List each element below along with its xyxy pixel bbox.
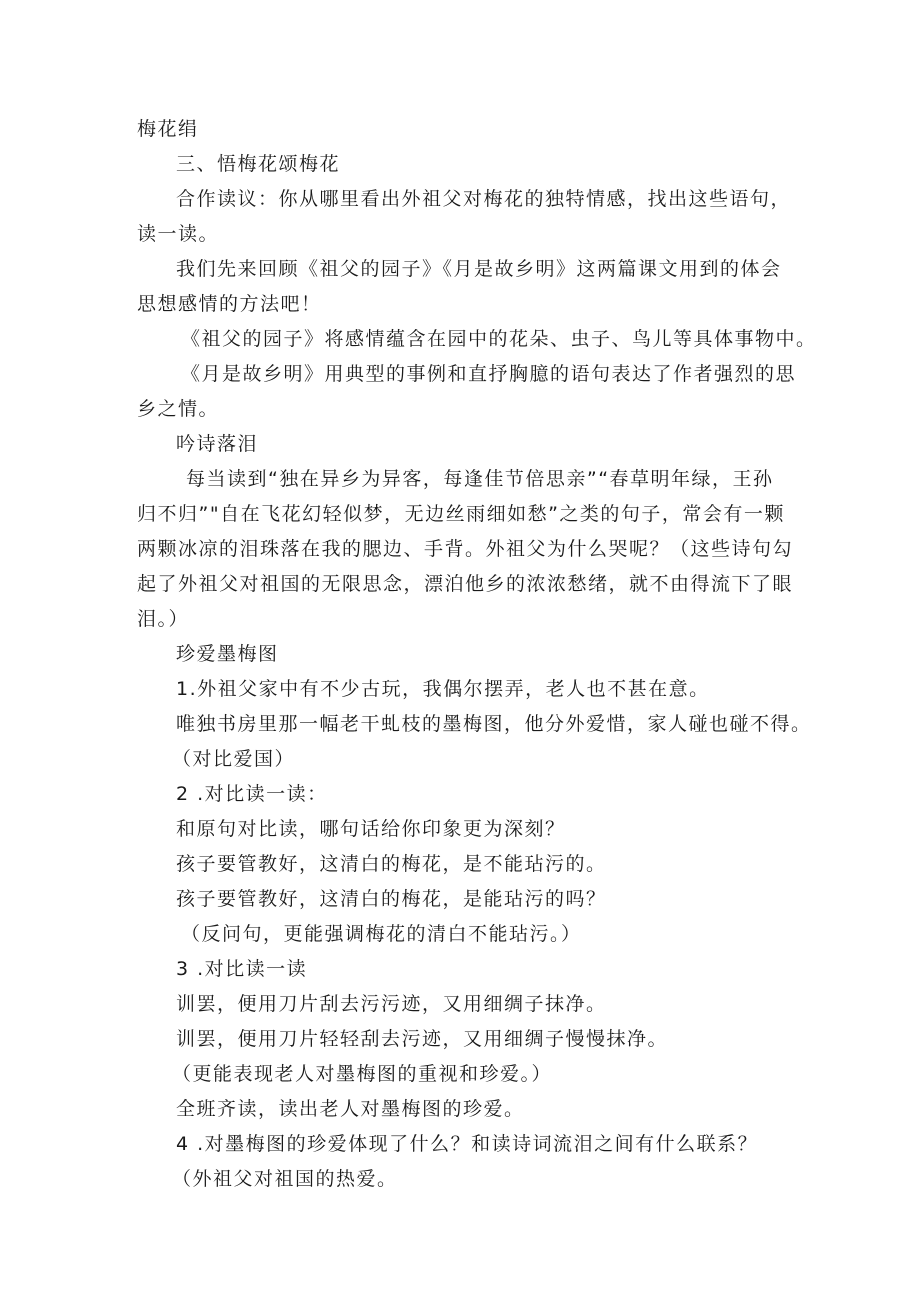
text-line: 合作读议：你从哪里看出外祖父对梅花的独特情感，找出这些语句， xyxy=(176,188,792,210)
subsection-heading: 珍爱墨梅图 xyxy=(176,643,279,665)
subsection-heading: 吟诗落泪 xyxy=(176,433,259,455)
text-line: 全班齐读，读出老人对墨梅图的珍爱。 xyxy=(176,1098,525,1120)
text-line: 读一读。 xyxy=(137,223,220,245)
text-line: 和原句对比读，哪句话给你印象更为深刻？ xyxy=(176,818,566,840)
section-heading: 三、悟梅花颂梅花 xyxy=(176,153,341,175)
text-line: （外祖父对祖国的热爱。 xyxy=(172,1168,398,1190)
text-line: 《祖父的园子》将感情蕴含在园中的花朵、虫子、鸟儿等具体事物中。 xyxy=(181,328,817,350)
text-line: 起了外祖父对祖国的无限思念，漂泊他乡的浓浓愁绪，就不由得流下了眼 xyxy=(137,573,794,595)
text-line: 乡之情。 xyxy=(137,398,220,420)
text-line: （反问句，更能强调梅花的清白不能玷污。） xyxy=(181,923,582,945)
text-line: （更能表现老人对墨梅图的重视和珍爱。） xyxy=(172,1063,553,1085)
text-line: 2 .对比读一读： xyxy=(176,783,328,805)
text-line: 孩子要管教好，这清白的梅花，是不能玷污的。 xyxy=(176,853,607,875)
text-line: （对比爱国） xyxy=(172,748,296,770)
text-line: 1.外祖父家中有不少古玩，我偶尔摆弄，老人也不甚在意。 xyxy=(176,678,710,700)
text-line: 梅花绢 xyxy=(137,118,199,140)
text-line: 泪。） xyxy=(137,608,190,630)
text-line: 训罢，便用刀片轻轻刮去污迹，又用细绸子慢慢抹净。 xyxy=(176,1028,669,1050)
text-line: 4 .对墨梅图的珍爱体现了什么？和读诗词流泪之间有什么联系？ xyxy=(176,1133,759,1155)
text-line: 训罢，便用刀片刮去污污迹，又用细绸子抹净。 xyxy=(176,993,607,1015)
text-line: 3 .对比读一读 xyxy=(176,958,308,980)
text-line: 《月是故乡明》用典型的事例和直抒胸臆的语句表达了作者强烈的思 xyxy=(181,363,797,385)
text-line: 唯独书房里那一幅老干虬枝的墨梅图，他分外爱惜，家人碰也碰不得。 xyxy=(176,713,812,735)
text-line: 两颗冰凉的泪珠落在我的腮边、手背。外祖父为什么哭呢？（这些诗句勾 xyxy=(137,538,794,560)
text-line: 每当读到“独在异乡为异客，每逢佳节倍思亲”“春草明年绿，王孙 xyxy=(186,468,774,490)
text-line: 我们先来回顾《祖父的园子》《月是故乡明》这两篇课文用到的体会 xyxy=(176,258,782,280)
text-line: 归不归”"自在飞花幻轻似梦，无边丝雨细如愁”之类的句子，常会有一颗 xyxy=(137,503,785,525)
text-line: 孩子要管教好，这清白的梅花，是能玷污的吗？ xyxy=(176,888,607,910)
text-line: 思想感情的方法吧！ xyxy=(137,293,322,315)
